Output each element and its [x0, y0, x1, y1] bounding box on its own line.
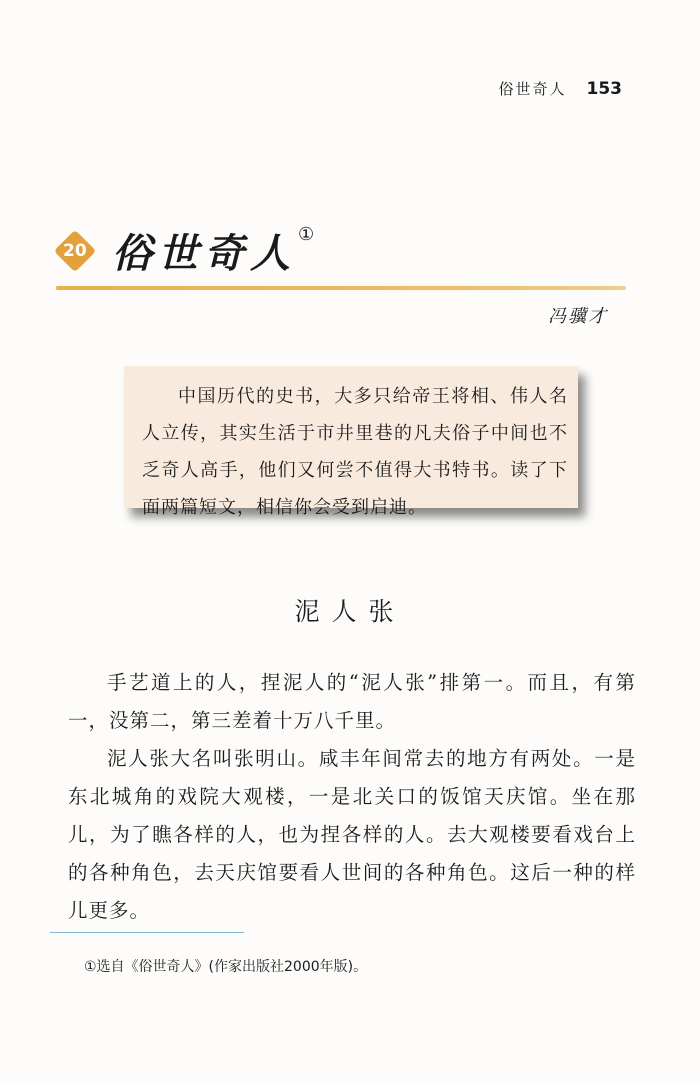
footnote-divider: [50, 932, 244, 933]
running-title: 俗世奇人: [498, 80, 567, 98]
title-footnote-mark: ①: [298, 224, 315, 245]
footnote: ①选自《俗世奇人》(作家出版社2000年版)。: [84, 959, 368, 975]
title-underline: [56, 286, 626, 290]
body-text: [68, 664, 636, 930]
paragraph: 泥人张大名叫张明山。咸丰年间常去的地方有两处。一是东北城角的戏院大观楼，一是北关口的饭馆天庆馆。坐在那儿，为了瞧各样的人，也为捏各样的人。去大观楼要看戏台上的各种角色，去天庆馆要看人世间的各种角色。这后一种的样儿更多。: [68, 747, 636, 922]
lesson-number: 20: [63, 240, 87, 261]
page-number: 153: [586, 79, 622, 99]
section-title: 泥人张: [294, 597, 406, 626]
lesson-number-badge: [54, 229, 96, 271]
running-header: [498, 78, 622, 99]
lesson-title-row: [56, 222, 314, 279]
intro-box: [124, 366, 578, 518]
paragraph: 手艺道上的人，捏泥人的“泥人张”排第一。而且，有第一，没第二，第三差着十万八千里。: [68, 671, 636, 732]
author: 冯骥才: [548, 306, 608, 327]
intro-text: 中国历代的史书，大多只给帝王将相、伟人名人立传，其实生活于市井里巷的凡夫俗子中间也不乏奇人高手，他们又何尝不值得大书特书。读了下面两篇短文，相信你会受到启迪。: [142, 386, 568, 518]
lesson-title: 俗世奇人: [112, 230, 296, 277]
